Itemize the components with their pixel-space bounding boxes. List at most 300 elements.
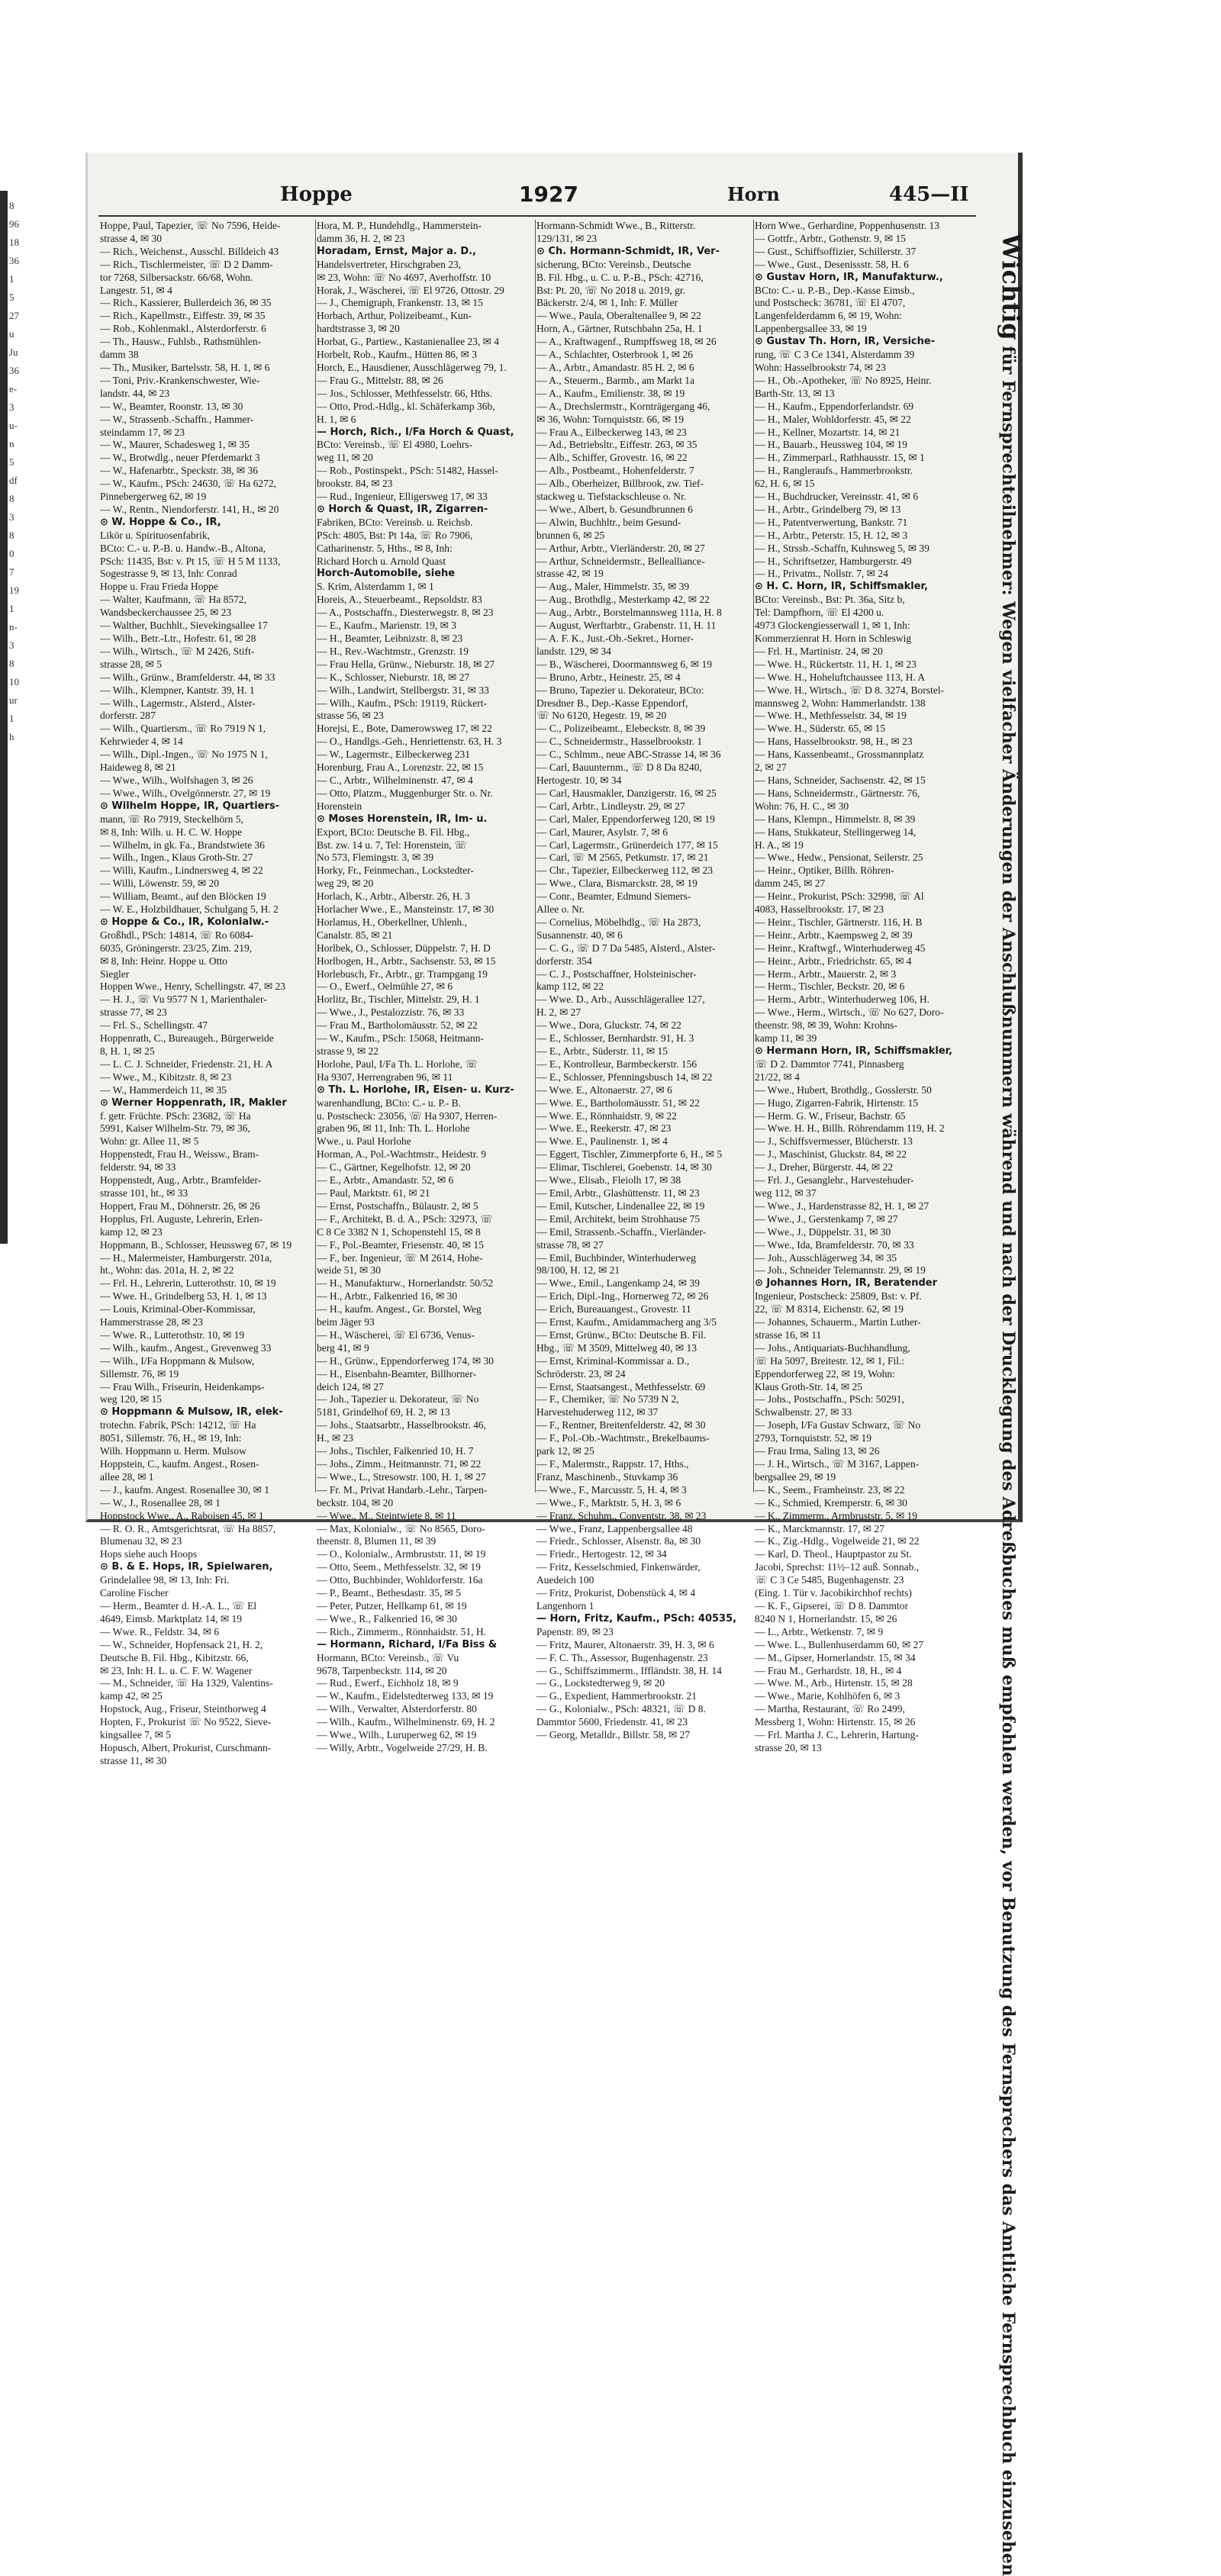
directory-entry: Langenhorn 1: [536, 1599, 594, 1612]
directory-entry: — R. O. R., Amtsgerichtsrat, ☏ Ha 8857,: [100, 1522, 276, 1534]
directory-entry: ⊙ Hoppe & Co., IR, Kolonialw.-: [100, 916, 269, 928]
directory-entry: strasse 16, ✉ 11: [755, 1328, 822, 1341]
directory-entry: — L. C. J. Schneider, Friedenstr. 21, H. A: [100, 1058, 273, 1070]
directory-entry: — B., Wäscherei, Doormannsweg 6, ✉ 19: [536, 658, 713, 670]
directory-entry: Hammerstrasse 28, ✉ 23: [100, 1316, 204, 1328]
directory-entry: — W., Hafenarbtr., Speckstr. 38, ✉ 36: [100, 465, 259, 477]
directory-entry: — Wilh., Lagermstr., Alsterd., Alster-: [100, 697, 256, 709]
directory-entry: — H., kaufm. Angest., Gr. Borstel, Weg: [317, 1303, 482, 1315]
directory-entry: — Cornelius, Möbelhdlg., ☏ Ha 2873,: [536, 916, 701, 928]
directory-entry: — C., Schneidermstr., Hasselbrookstr. 1: [536, 736, 703, 748]
directory-entry: 22, ☏ M 8314, Eichenstr. 62, ✉ 19: [755, 1303, 904, 1315]
directory-entry: Sogestrasse 9, ✉ 13, Inh: Conrad: [100, 568, 237, 580]
directory-entry: — F., Chemiker, ☏ No 5739 N 2,: [536, 1393, 679, 1406]
directory-entry: — Heinr., Kraftwgf., Winterhuderweg 45: [755, 942, 926, 954]
directory-entry: — A., Kraftwagenf., Rumpffsweg 18, ✉ 26: [536, 336, 717, 348]
directory-entry: — Wwe., Hedw., Pensionat, Seilerstr. 25: [755, 852, 923, 864]
directory-entry: Horn Wwe., Gerhardine, Poppenhusenstr. 13: [755, 220, 939, 231]
directory-entry: — W., Maurer, Schadesweg 1, ✉ 35: [100, 439, 250, 451]
directory-entry: — Frl. Martha J. C., Lehrerin, Hartung-: [755, 1729, 919, 1741]
directory-entry: — Wwe. H., Methfesselstr. 34, ✉ 19: [755, 710, 907, 722]
directory-entry: — L., Arbtr., Wetkenstr. 7, ✉ 9: [755, 1625, 884, 1637]
previous-page-fragment: 8: [9, 200, 14, 211]
directory-entry: H., ✉ 23: [317, 1432, 354, 1444]
directory-entry: Bst: Pt. 20, ☏ No 2018 u. 2019, gr.: [536, 284, 686, 296]
directory-entry: — Frau M., Gerhardstr. 18, H., ✉ 4: [755, 1664, 902, 1676]
directory-entry: Horlebusch, Fr., Arbtr., gr. Trampgang 19: [317, 968, 488, 980]
directory-entry: — Wwe., R., Falkenried 16, ✉ 30: [317, 1612, 457, 1624]
previous-page-fragment: 7: [9, 566, 14, 578]
directory-entry: S. Krim, Alsterdamm 1, ✉ 1: [317, 581, 434, 593]
directory-entry: Horman, A., Pol.-Wachtmstr., Heidestr. 9: [317, 1148, 487, 1161]
directory-entry: ⊙ Johannes Horn, IR, Beratender: [755, 1277, 938, 1290]
directory-entry: — F., Malermstr., Rappstr. 17, Hths.,: [536, 1458, 689, 1470]
directory-entry: — Arthur, Arbtr., Vierländerstr. 20, ✉ 27: [536, 542, 705, 554]
directory-entry: Catharinenstr. 5, Hths., ✉ 8, Inh:: [317, 542, 453, 554]
previous-page-fragment: n-: [9, 621, 18, 633]
directory-entry: BCto: Vereinsb., ☏ El 4980, Loehrs-: [317, 439, 473, 451]
directory-entry: — F., ber. Ingenieur, ☏ M 2614, Hohe-: [317, 1251, 483, 1264]
directory-entry: Langestr. 51, ✉ 4: [100, 284, 172, 296]
directory-entry: — Wwe., Franz, Lappenbergsallee 48: [536, 1522, 693, 1534]
directory-entry: Hbg., ☏ M 3509, Mittelweg 40, ✉ 13: [536, 1341, 697, 1354]
previous-page-fragment: n: [9, 438, 14, 449]
directory-entry: Horlach, K., Arbtr., Alberstr. 26, H. 3: [317, 890, 470, 903]
directory-entry: — A., Kaufm., Emilienstr. 38, ✉ 19: [536, 387, 685, 399]
directory-entry: Sillemstr. 76, ✉ 19: [100, 1367, 179, 1380]
directory-entry: — C. J., Postschaffner, Holsteinischer-: [536, 968, 697, 980]
directory-entry: rung, ☏ C 3 Ce 1341, Alsterdamm 39: [755, 349, 915, 361]
directory-entry: — H., Rangleraufs., Hammerbrookstr.: [755, 465, 913, 477]
directory-entry: — Wwe., J., Hardenstrasse 82, H. 1, ✉ 27: [755, 1199, 929, 1212]
directory-entry: steindamm 17, ✉ 23: [100, 426, 185, 438]
directory-entry: Horejsi, E., Bote, Damerowsweg 17, ✉ 22: [317, 723, 492, 735]
previous-page-fragment: u: [9, 328, 14, 340]
directory-entry: — Wwe., Clara, Bismarckstr. 28, ✉ 19: [536, 877, 697, 890]
directory-entry: strasse 28, ✉ 5: [100, 658, 163, 670]
directory-entry: Hopplus, Frl. Auguste, Lehrerin, Erlen-: [100, 1212, 263, 1225]
directory-entry: — F. C. Th., Assessor, Bugenhagenstr. 23: [536, 1651, 708, 1663]
directory-entry: Horch, E., Hausdiener, Ausschlägerweg 79, 1.: [317, 361, 507, 373]
directory-entry: Pinnebergerweg 62, ✉ 19: [100, 491, 207, 503]
directory-entry: — H., Arbtr., Peterstr. 15, H. 12, ✉ 3: [755, 529, 908, 541]
column-divider: [315, 220, 316, 1492]
directory-entry: — Wilh., Betr.-Ltr., Hofestr. 61, ✉ 28: [100, 633, 256, 644]
directory-entry: Horlbogen, H., Arbtr., Sachsenstr. 53, ✉ 15: [317, 955, 496, 967]
directory-entry: — Th., Hausw., Fuhlsb., Rathsmühlen-: [100, 336, 262, 348]
book-spine-shadow: [0, 191, 8, 1244]
directory-entry: — Frl. S., Schellingstr. 47: [100, 1019, 208, 1032]
directory-entry: Auedeich 100: [536, 1574, 594, 1586]
directory-entry: — Wilh., kaufm., Angest., Grevenweg 33: [100, 1341, 272, 1354]
directory-entry: — Alb., Postbeamt., Hohenfelderstr. 7: [536, 465, 694, 477]
directory-entry: — Alwin, Buchhltr., beim Gesund-: [536, 516, 681, 528]
notice-text: für Fernsprechteilnehmer: Wegen vielfacher Änderungen der Anschlußnummern während und nach der Drucklegung des Adreßbuches muß empfohlen werden, vor Benutzung des Fernsprechers das Amtliche Fernsprechbuch einzusehen: [998, 340, 1018, 2576]
column-divider: [753, 220, 754, 1492]
directory-entry: — Rud., Ingenieur, Elligersweg 17, ✉ 33: [317, 491, 488, 503]
directory-entry: — W., Hammerdeich 11, ✉ 35: [100, 1084, 227, 1096]
directory-entry: — Wilhelm, in gk. Fa., Brandstwiete 36: [100, 839, 265, 851]
directory-entry: — Ernst, Kriminal-Kommissar a. D.,: [536, 1354, 690, 1367]
directory-entry: — A., Postschaffn., Diesterwegstr. 8, ✉ 23: [317, 607, 494, 619]
directory-entry: — E., Kaufm., Marienstr. 19, ✉ 3: [317, 620, 457, 632]
previous-page-fragment: 5: [9, 291, 14, 303]
directory-entry: — F., Pol.-Ob.-Wachtmstr., Brekelbaums-: [536, 1432, 710, 1444]
directory-entry: — H., Grünw., Eppendorferweg 174, ✉ 30: [317, 1354, 495, 1367]
directory-entry: ⊙ Ch. Hormann-Schmidt, IR, Ver-: [536, 245, 720, 257]
directory-entry: — Emil, Strassenb.-Schaffn., Vierländer-: [536, 1225, 707, 1238]
previous-page-fragment: 5: [9, 456, 14, 468]
directory-entry: — Joh., Schneider Telemannstr. 29, ✉ 19: [755, 1264, 926, 1277]
directory-entry: kamp 112, ✉ 22: [536, 980, 604, 993]
directory-entry: — Hans, Schneidermstr., Gärtnerstr. 76,: [755, 787, 920, 799]
directory-entry: strasse 56, ✉ 23: [317, 710, 384, 722]
page-number: 445—II: [889, 183, 969, 206]
notice-lead: Wichtig: [997, 233, 1026, 340]
directory-entry: — Rich., Kapellmstr., Eiffestr. 39, ✉ 35: [100, 310, 266, 322]
directory-entry: — Ernst, Kaufm., Amidammacherg ang 3/5: [536, 1316, 717, 1328]
directory-entry: — Wwe., J., Pestalozzistr. 76, ✉ 33: [317, 1006, 465, 1019]
directory-entry: — G., Schiffszimmerm., Iffländstr. 38, H. 14: [536, 1664, 722, 1676]
directory-entry: Horenburg, Frau A., Lorenzstr. 22, ✉ 15: [317, 762, 484, 774]
directory-entry: — H., Kellner, Mozartstr. 14, ✉ 21: [755, 426, 900, 438]
directory-entry: — Wilh., Grünw., Bramfelderstr. 44, ✉ 33: [100, 671, 275, 683]
directory-entry: — C. G., ☏ D 7 Da 5485, Alsterd., Alster-: [536, 942, 716, 954]
directory-entry: — Emil, Kutscher, Lindenallee 22, ✉ 19: [536, 1199, 705, 1212]
directory-entry: — Wwe., Herm., Wirtsch., ☏ No 627, Doro-: [755, 1006, 944, 1019]
side-notice: [973, 233, 1026, 2576]
directory-entry: — Heinr., Optiker, Billh. Röhren-: [755, 865, 894, 877]
directory-entry: — Otto, Prod.-Hdlg., kl. Schäferkamp 36b,: [317, 400, 495, 412]
directory-entry: Ha 9307, Herrengraben 96, ✉ 11: [317, 1071, 453, 1083]
directory-entry: — Alb., Schiffer, Grovestr. 16, ✉ 22: [536, 452, 688, 464]
directory-entry: — H., Zimmerparl., Rathhausstr. 15, ✉ 1: [755, 452, 925, 464]
directory-entry: Horlacher Wwe., E., Mansteinstr. 17, ✉ 30: [317, 903, 495, 916]
directory-entry: — Wilh., Kaufm., PSch: 19119, Rückert-: [317, 697, 487, 709]
directory-entry: — Heinr., Arbtr., Kaempsweg 2, ✉ 39: [755, 929, 913, 941]
directory-entry: — H., Buchdrucker, Vereinsstr. 41, ✉ 6: [755, 491, 919, 503]
directory-entry: weg 112, ✉ 37: [755, 1187, 817, 1199]
directory-entry: — E., Schlosser, Bernhardstr. 91, H. 3: [536, 1032, 694, 1045]
directory-entry: ⊙ Gustav Horn, IR, Manufakturw.,: [755, 271, 943, 283]
directory-entry: — Arthur, Schneidermstr., Belleallianсe-: [536, 555, 705, 567]
directory-entry: H. A., ✉ 19: [755, 839, 804, 851]
directory-entry: — Fritz, Prokurist, Dobenstück 4, ✉ 4: [536, 1587, 696, 1599]
directory-entry: — K., Zig.-Hdlg., Vogelweide 21, ✉ 22: [755, 1535, 920, 1547]
directory-entry: Hertogestr. 10, ✉ 34: [536, 774, 622, 786]
directory-entry: — Hans, Hasselbrookstr. 98, H., ✉ 23: [755, 736, 913, 748]
directory-entry: — Wwe. H., Rückertstr. 11, H. 1, ✉ 23: [755, 658, 917, 670]
previous-page-fragment: 18: [9, 237, 19, 248]
directory-entry: Hoppenstedt, Aug., Arbtr., Bramfelder-: [100, 1174, 262, 1187]
directory-entry: — Wwe. H., Süderstr. 65, ✉ 15: [755, 723, 886, 735]
directory-entry: 4083, Hasselbrookstr. 17, ✉ 23: [755, 903, 884, 916]
directory-entry: — Ernst, Staatsangest., Methfesselstr. 69: [536, 1380, 706, 1393]
directory-entry: ⊙ B. & E. Hops, IR, Spielwaren,: [100, 1561, 273, 1573]
directory-entry: — Wwe. L., Bullenhuserdamm 60, ✉ 27: [755, 1638, 924, 1650]
directory-entry: 8051, Sillemstr. 76, H., ✉ 19, Inh:: [100, 1432, 242, 1444]
directory-entry: Wandsbeckerchaussee 25, ✉ 23: [100, 607, 232, 619]
directory-entry: — H., Maler, Wohldorferstr. 45, ✉ 22: [755, 413, 911, 425]
directory-entry: ☏ Ha 5097, Breitestr. 12, ✉ 1, Fil.:: [755, 1354, 905, 1367]
directory-entry: Deutsche B. Fil. Hbg., Kibitzstr. 66,: [100, 1651, 249, 1663]
directory-entry: — Wwe. M., Arb., Hirtenstr. 15, ✉ 28: [755, 1677, 913, 1689]
previous-page-fragment: 36: [9, 255, 19, 266]
directory-entry: — Frau Irma, Saling 13, ✉ 26: [755, 1445, 880, 1457]
directory-entry: — Martha, Restaurant, ☏ Ro 2499,: [755, 1703, 905, 1715]
directory-entry: — Wwe., Ida, Bramfelderstr. 70, ✉ 33: [755, 1238, 914, 1251]
previous-page-fragment: 3: [9, 511, 14, 523]
previous-page-fragment: 0: [9, 548, 14, 559]
directory-entry: Canalstr. 85, ✉ 21: [317, 929, 393, 941]
directory-entry: — Hans, Stukkateur, Stellingerweg 14,: [755, 826, 917, 838]
directory-entry: Harvestehuderweg 112, ✉ 37: [536, 1406, 659, 1418]
directory-entry: Allee o. Nr.: [536, 903, 585, 916]
directory-entry: — Wwe. H. H., Billh. Röhrendamm 119, H. 2: [755, 1122, 945, 1135]
directory-entry: — C., Polizeibeamt., Elebeckstr. 8, ✉ 39: [536, 723, 706, 735]
directory-entry: — Aug., Arbtr., Borstelmannsweg 111a, H. 8: [536, 607, 722, 619]
column-3: [536, 220, 753, 1741]
directory-entry: — E., Arbtr., Süderstr. 11, ✉ 15: [536, 1045, 668, 1057]
directory-entry: Hormann, BCto: Vereinsb., ☏ Vu: [317, 1651, 459, 1663]
directory-entry: — H., Kaufm., Eppendorferlandstr. 69: [755, 400, 914, 412]
directory-entry: — Johs., Zimm., Heitmannstr. 71, ✉ 22: [317, 1458, 482, 1470]
directory-entry: — H., Rev.-Wachtmstr., Grenzstr. 19: [317, 645, 469, 657]
directory-entry: — Bruno, Arbtr., Heinestr. 25, ✉ 4: [536, 671, 681, 683]
directory-entry: — Aug., Brothdlg., Mesterkamp 42, ✉ 22: [536, 594, 710, 606]
directory-entry: hardtstrasse 3, ✉ 20: [317, 323, 400, 335]
directory-entry: — O., Kolonialw., Armbruststr. 11, ✉ 19: [317, 1548, 486, 1560]
previous-page-fragment: h: [9, 731, 14, 742]
directory-entry: — M., Gipser, Hornerlandstr. 15, ✉ 34: [755, 1651, 916, 1663]
directory-entry: — H., Ob.-Apotheker, ☏ No 8925, Heinr.: [755, 374, 932, 386]
directory-entry: — Wwe., Wilh., Ovelgönnerstr. 27, ✉ 19: [100, 787, 271, 799]
directory-entry: Horlohe, Paul, I/Fa Th. L. Horlohe, ☏: [317, 1058, 478, 1070]
directory-entry: — Herm., Beamter d. H.-A. L., ☏ El: [100, 1599, 257, 1612]
directory-entry: — J., Schiffsvermesser, Blücherstr. 13: [755, 1135, 913, 1148]
directory-entry: — Johs., Antiquariats-Buchhandlung,: [755, 1341, 910, 1354]
directory-entry: — W., Kaufm., PSch: 24630, ☏ Ha 6272,: [100, 478, 277, 490]
directory-entry: Dresdner B., Dep.-Kasse Eppendorf,: [536, 697, 688, 709]
directory-entry: Ingenieur, Postscheck: 25809, Bst: v. Pf.: [755, 1290, 922, 1302]
previous-page-fragment: 8: [9, 530, 14, 541]
directory-entry: — Erich, Bureauangest., Grovestr. 11: [536, 1303, 691, 1315]
directory-entry: — Wilh., I/Fa Hoppmann & Mulsow,: [100, 1354, 255, 1367]
directory-entry: strasse 77, ✉ 23: [100, 1006, 167, 1019]
directory-entry: (Eing. 1. Tür v. Jacobikirchhof rechts): [755, 1587, 912, 1599]
directory-entry: — K., Zimmerm., Armbruststr. 5, ✉ 19: [755, 1509, 918, 1521]
directory-entry: — Frau Hella, Grünw., Nieburstr. 18, ✉ 27: [317, 658, 495, 670]
directory-entry: — K., Marckmannstr. 17, ✉ 27: [755, 1522, 884, 1534]
directory-entry: dorferstr. 354: [536, 955, 592, 967]
directory-entry: kingsallee 7, ✉ 5: [100, 1729, 172, 1741]
directory-entry: allee 28, ✉ 1: [100, 1470, 154, 1483]
directory-entry: — H., Privatm., Nollstr. 7, ✉ 24: [755, 568, 888, 580]
previous-page-fragment: u-: [9, 420, 18, 431]
directory-entry: — Wwe., Gust., Desenissstr. 58, H. 6: [755, 258, 909, 270]
directory-entry: Hopstock, Aug., Friseur, Steinthorweg 4: [100, 1703, 266, 1715]
directory-entry: — W., Beamter, Roonstr. 13, ✉ 30: [100, 400, 243, 412]
directory-entry: — Ernst, Postschaffn., Bülaustr. 2, ✉ 5: [317, 1199, 478, 1212]
directory-entry: — C., Arbtr., Wilhelminenstr. 47, ✉ 4: [317, 774, 473, 786]
directory-entry: — Herm., Arbtr., Winterhuderweg 106, H.: [755, 993, 930, 1006]
directory-entry: theenstr. 8, Blumen 11, ✉ 39: [317, 1535, 437, 1547]
directory-entry: — Frl. J., Gesanglehr., Harvestehuder-: [755, 1174, 914, 1187]
directory-entry: — Chr., Tapezier, Eilbeckerweg 112, ✉ 23: [536, 865, 714, 877]
directory-entry: PSch: 4805, Bst: Pt 14a, ☏ Ro 7906,: [317, 529, 473, 541]
directory-entry: Eppendorferweg 22, ✉ 19, Wohn:: [755, 1367, 895, 1380]
directory-entry: — Hormann, Richard, I/Fa Biss &: [317, 1638, 498, 1650]
directory-entry: Susannenstr. 40, ✉ 6: [536, 929, 623, 941]
directory-entry: Schwalbenstr. 27, ✉ 33: [755, 1406, 852, 1418]
directory-entry: 62, H. 6, ✉ 15: [755, 478, 815, 490]
directory-entry: — Fritz, Kesselschmied, Finkenwärder,: [536, 1561, 701, 1573]
directory-entry: — H., Strssb.-Schaffn, Kuhnsweg 5, ✉ 39: [755, 542, 929, 554]
directory-entry: Hormann-Schmidt Wwe., B., Ritterstr.: [536, 220, 696, 231]
directory-entry: — Rud., Ewerf., Eichholz 18, ✉ 9: [317, 1677, 459, 1689]
directory-entry: Papenstr. 89, ✉ 23: [536, 1625, 614, 1637]
directory-entry: — K., Schmied, Kremperstr. 6, ✉ 30: [755, 1496, 907, 1509]
directory-entry: — Horn, Fritz, Kaufm., PSch: 40535,: [536, 1612, 737, 1624]
directory-entry: strasse 101, ht., ✉ 33: [100, 1187, 188, 1199]
directory-entry: u. Postscheck: 23056, ☏ Ha 9307, Herren-: [317, 1109, 498, 1122]
directory-entry: — W., Lagermstr., Eilbeckerweg 231: [317, 749, 470, 761]
directory-entry: kamp 11, ✉ 39: [755, 1032, 817, 1045]
directory-entry: — Wwe., M., Kibitzstr. 8, ✉ 23: [100, 1071, 232, 1083]
directory-entry: — P., Beamt., Bethesdastr. 35, ✉ 5: [317, 1587, 462, 1599]
directory-entry: 2793, Tornquiststr. 52, ✉ 19: [755, 1432, 872, 1444]
directory-entry: — Frl. H., Lehrerin, Lutterothstr. 10, ✉ 19: [100, 1277, 276, 1290]
directory-entry: — G., Lockstedterweg 9, ✉ 20: [536, 1677, 665, 1689]
directory-entry: — Joh., Ausschlägerweg 34, ✉ 35: [755, 1251, 897, 1264]
directory-entry: ✉ 8, Inh: Wilh. u. H. C. W. Hoppe: [100, 826, 243, 838]
directory-entry: — Wwe. H., Hoheluftchaussee 113, H. A: [755, 671, 926, 683]
directory-entry: weide 51, ✉ 30: [317, 1264, 382, 1277]
directory-entry: Klaus Groth-Str. 14, ✉ 25: [755, 1380, 863, 1393]
directory-entry: — A., Steuerm., Barmb., am Markt 1a: [536, 374, 694, 386]
directory-entry: ⊙ Horch & Quast, IR, Zigarren-: [317, 503, 488, 515]
directory-entry: — Horch, Rich., I/Fa Horch & Quast,: [317, 426, 514, 438]
directory-entry: weg 11, ✉ 20: [317, 452, 373, 464]
directory-entry: deich 124, ✉ 27: [317, 1380, 384, 1393]
directory-entry: ⊙ W. Hoppe & Co., IR,: [100, 516, 221, 528]
directory-entry: warenhandlung, BCto: C.- u. P.- B.: [317, 1096, 461, 1109]
directory-entry: — Friedr., Schlosser, Alsenstr. 8a, ✉ 30: [536, 1535, 701, 1547]
directory-entry: — Frau M., Bartholomäusstr. 52, ✉ 22: [317, 1019, 478, 1032]
previous-page-fragment: ur: [9, 694, 18, 706]
column-4: [755, 220, 971, 1753]
directory-entry: Horlamus, H., Oberkellner, Uhlenh.,: [317, 916, 468, 928]
directory-entry: ⊙ Wilhelm Hoppe, IR, Quartiers-: [100, 800, 280, 812]
directory-entry: — W., Schneider, Hopfensack 21, H. 2,: [100, 1638, 263, 1650]
directory-entry: Hopten, F., Prokurist ☏ No 9522, Sieve-: [100, 1716, 272, 1728]
directory-entry: — Rich., Zimmerm., Rönnhaidstr. 51, H.: [317, 1625, 486, 1637]
previous-page-fragment: 1: [9, 273, 14, 285]
directory-entry: — Elimar, Tischlerei, Goebenstr. 14, ✉ 30: [536, 1161, 712, 1174]
directory-entry: — Frau G., Mittelstr. 88, ✉ 26: [317, 374, 443, 386]
directory-entry: damm 38: [100, 349, 139, 361]
previous-page-fragment: 8: [9, 493, 14, 504]
directory-entry: Messberg 1, Wohn: Hirtenstr. 15, ✉ 26: [755, 1716, 916, 1728]
directory-entry: — W., Kaufm., PSch: 15068, Heitmann-: [317, 1032, 484, 1045]
directory-entry: — Bruno, Tapezier u. Dekorateur, BCto:: [536, 684, 704, 696]
directory-entry: Haideweg 8, ✉ 21: [100, 762, 176, 774]
previous-page-fragment: 8: [9, 658, 14, 669]
directory-entry: — Joseph, I/Fa Gustav Schwarz, ☏ No: [755, 1419, 921, 1431]
directory-entry: — Wwe. H., Grindelberg 53, H. 1, ✉ 13: [100, 1290, 267, 1302]
directory-entry: Caroline Fischer: [100, 1587, 169, 1599]
directory-entry: — K. F., Gipserei, ☏ D 8. Dammtor: [755, 1599, 909, 1612]
directory-entry: strasse 20, ✉ 13: [755, 1741, 822, 1753]
directory-entry: ✉ 36, Wohn: Tornquiststr. 66, ✉ 19: [536, 413, 684, 425]
directory-entry: — Wwe., Paula, Oberaltenallee 9, ✉ 22: [536, 310, 701, 322]
directory-entry: Handelsvertreter, Hirschgraben 23,: [317, 258, 462, 270]
directory-entry: Kehrwieder 4, ✉ 14: [100, 736, 183, 748]
directory-entry: — M., Schneider, ☏ Ha 1329, Valentins-: [100, 1677, 273, 1689]
directory-entry: — Georg, Metalldr., Billstr. 58, ✉ 27: [536, 1729, 691, 1741]
directory-entry: — Joh., Tapezier u. Dekorateur, ☏ No: [317, 1393, 479, 1406]
directory-entry: — Johannes, Schauerm., Martin Luther-: [755, 1316, 921, 1328]
directory-entry: 98/100, H. 12, ✉ 21: [536, 1264, 620, 1277]
directory-entry: — W., Brotwdlg., neuer Pferdemarkt 3: [100, 452, 260, 464]
directory-entry: — Wwe., Marie, Kohlhöfen 6, ✉ 3: [755, 1690, 900, 1702]
directory-entry: und Postscheck: 36781, ☏ El 4707,: [755, 297, 906, 309]
directory-entry: — William, Beamt., auf den Blöcken 19: [100, 890, 266, 903]
directory-entry: — Franz, Schuhm., Conventstr. 38, ✉ 23: [536, 1509, 707, 1521]
directory-entry: Horn, A., Gärtner, Rutschbahn 25a, H. 1: [536, 323, 703, 335]
directory-entry: — Hans, Schneider, Sachsenstr. 42, ✉ 15: [755, 774, 926, 786]
directory-entry: — Herm., Arbtr., Mauerstr. 2, ✉ 3: [755, 968, 897, 980]
directory-entry: — W., Rentn., Niendorferstr. 141, H., ✉ 20: [100, 503, 279, 515]
directory-entry: — Fritz, Maurer, Altonaerstr. 39, H. 3, ✉ 6: [536, 1638, 714, 1650]
directory-entry: strasse 11, ✉ 30: [100, 1754, 167, 1766]
directory-entry: Bäckerstr. 2/4, ✉ 1, Inh: F. Müller: [536, 297, 678, 309]
directory-entry: — Walter, Kaufmann, ☏ Ha 8572,: [100, 594, 246, 606]
directory-entry: — J., Maschinist, Gluckstr. 84, ✉ 22: [755, 1148, 907, 1161]
directory-entry: — G., Expedient, Hammerbrookstr. 21: [536, 1690, 697, 1702]
directory-entry: Horbat, G., Partiew., Kastanienallee 23, ✉ 4: [317, 336, 500, 348]
directory-entry: tor 7268, Silbersackstr. 66/68, Wohn.: [100, 271, 253, 283]
directory-entry: — Ernst, Grünw., BCto: Deutsche B. Fil.: [536, 1328, 707, 1341]
directory-entry: — Emil, Arbtr., Glashüttenstr. 11, ✉ 23: [536, 1187, 700, 1199]
directory-entry: ☏ D 2. Dammtor 7741, Pinnasberg: [755, 1058, 904, 1070]
directory-entry: Hoppmann, B., Schlosser, Heussweg 67, ✉ 19: [100, 1238, 292, 1251]
page-header: [88, 180, 1025, 211]
directory-entry: — Gust., Schiffsoffizier, Schillerstr. 37: [755, 245, 917, 257]
directory-entry: brookstr. 84, ✉ 23: [317, 478, 393, 490]
directory-entry: — Rob., Postinspekt., PSch: 51482, Hassel-: [317, 465, 498, 477]
directory-entry: 5991, Kaiser Wilhelm-Str. 79, ✉ 36,: [100, 1122, 250, 1135]
directory-entry: — Wilh., Quartiersm., ☏ Ro 7919 N 1,: [100, 723, 266, 735]
directory-entry: Wilh. Hoppmann u. Herm. Mulsow: [100, 1445, 246, 1457]
previous-page-fragment: df: [9, 475, 18, 486]
directory-entry: Kommerzienrat H. Horn in Schleswig: [755, 633, 912, 644]
directory-entry: — Wilh., Dipl.-Ingen., ☏ No 1975 N 1,: [100, 749, 268, 761]
directory-entry: Großhdl., PSch: 14814, ☏ Ro 6084-: [100, 929, 254, 941]
directory-entry: strasse 78, ✉ 27: [536, 1238, 604, 1251]
directory-entry: Export, BCto: Deutsche B. Fil. Hbg.,: [317, 826, 470, 838]
directory-entry: — Frau Wilh., Friseurin, Heidenkamps-: [100, 1380, 265, 1393]
directory-entry: — Wwe., F., Marcusstr. 5, H. 4, ✉ 3: [536, 1483, 687, 1496]
directory-entry: — Frl. H., Martinistr. 24, ✉ 20: [755, 645, 883, 657]
directory-entry: — C., Gärtner, Kegelhofstr. 12, ✉ 20: [317, 1161, 471, 1174]
directory-entry: — H., Eisenbahn-Beamter, Billhorner-: [317, 1367, 477, 1380]
directory-entry: — Wwe., Elisab., Fleiolh 17, ✉ 38: [536, 1174, 681, 1187]
directory-entry: Hopusch, Albert, Prokurist, Curschmann-: [100, 1741, 272, 1753]
directory-entry: — Emil, Architekt, beim Strohhause 75: [536, 1212, 701, 1225]
directory-entry: — H., Arbtr., Grindelberg 79, ✉ 13: [755, 503, 901, 515]
directory-entry: — Fr. M., Privat Handarb.-Lehr., Tarpen-: [317, 1483, 488, 1496]
